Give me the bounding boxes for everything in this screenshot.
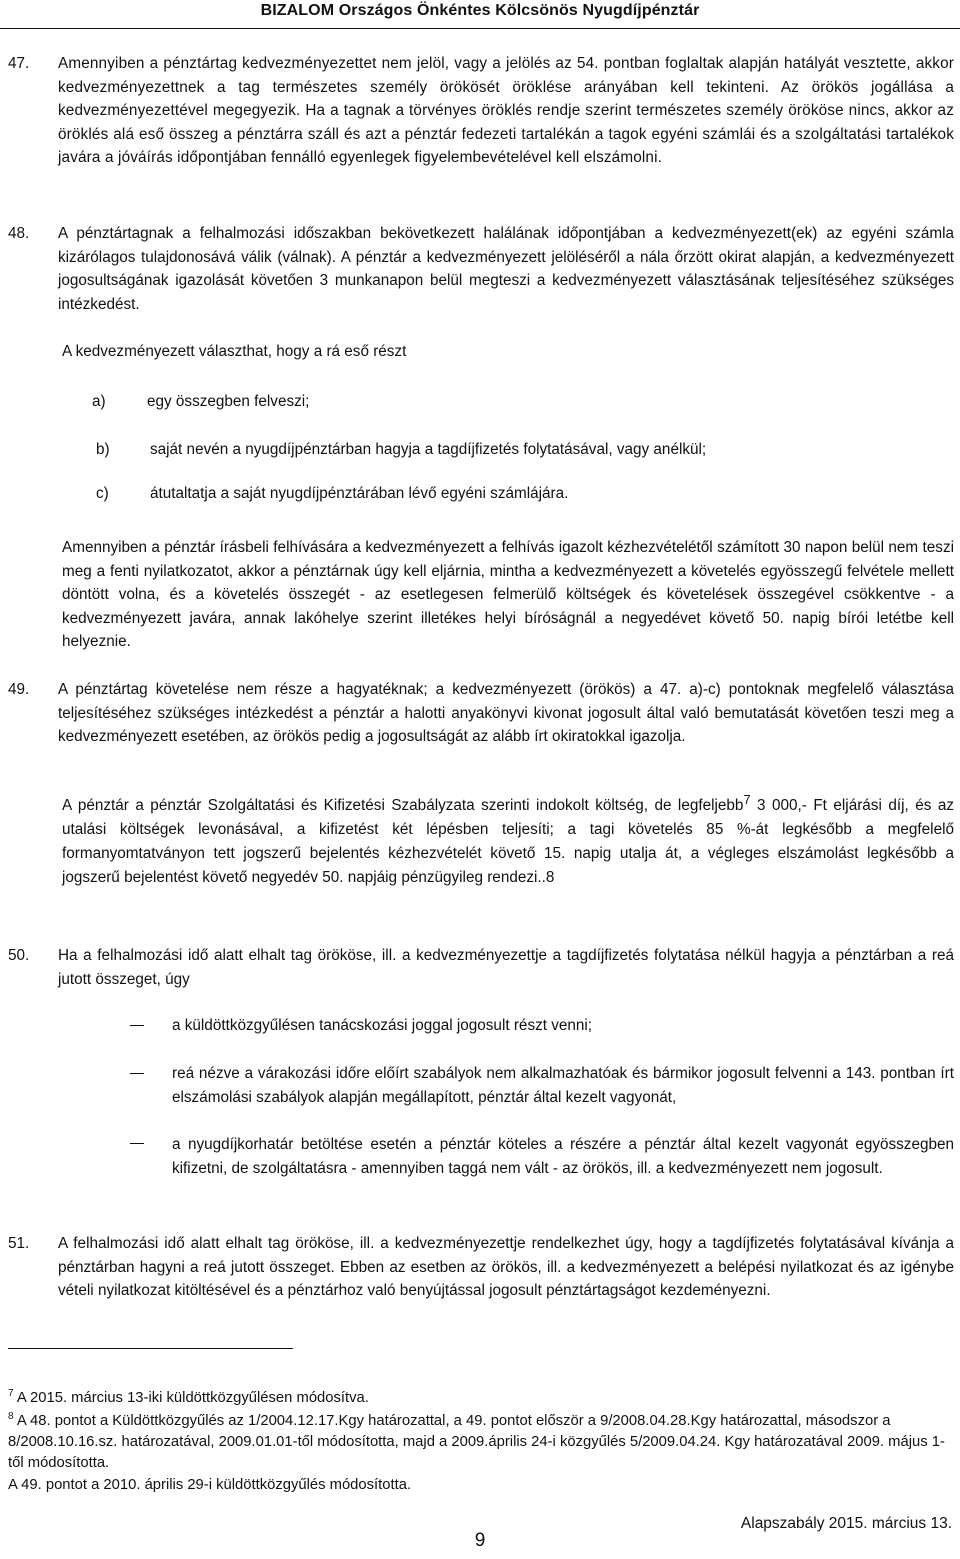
section-49-second-paragraph: A pénztár a pénztár Szolgáltatási és Kifizetési Szabályzata szerinti indokolt költség, de legfeljebb$^7$ 3 000,- Ft eljárási díj, és az utalási költségek levonásával, a kifizetést két lépésben teljesíti; a tagi követelés 85 %-át legkésőbb a megfelelő formanyomtatványon tett jogszerű bejelentés kézhezvételét követő 15. napig utalja át, a végleges elszámolást legkésőbb a jogszerű bejelentést követő negyedév 50. napjáig pénzügyileg rendezi..8 <box>62 792 954 887</box>
section-51-text: A felhalmozási idő alatt elhalt tag örököse, ill. a kedvezményezettje rendelkezhet úgy, hogy a tagdíjfizetés folytatásával kívánja a pénztárban hagyni a reá jutott összeget. Ebben az esetben az örökös, ill. a kedvezményezett a belépési nyilatkozat és az igénybe vételi nyilatkozat kitöltésével és a pénztárhoz való benyújtással jogosult pénztártagságot kezdeményezni. <box>58 1235 954 1300</box>
section-49-text: A pénztártag követelése nem része a hagyatéknak; a kedvezményezett (örökös) a 47. a)-c) pontoknak megfelelő választása teljesítéséhez szükséges intézkedést a pénztár a halotti anyakönyvi kivonat jogosult által való bemutatását követően teszi meg a kedvezményezett esetében, az örökös pedig a jogosultságát az alább írt okiratokkal igazolja. <box>58 681 954 746</box>
option-a-label: a) <box>92 393 106 410</box>
footnote-ref-7: 7 <box>743 792 751 807</box>
section-48-number: 48. <box>8 225 30 242</box>
page-number: 9 <box>474 1530 486 1551</box>
section-48-choice-intro: A kedvezményezett választhat, hogy a rá eső részt <box>62 343 407 360</box>
section-51-number: 51. <box>8 1235 30 1252</box>
bullet-dash <box>130 1025 144 1026</box>
footnote-8: $^8$ A 48. pontot a Küldöttközgyűlés az 1/2004.12.17.Kgy határozattal, a 49. pontot először a 9/2008.04.28.Kgy határozattal, másodszor a 8/2008.10.16.sz. határozatával, 2009.01.01-től módosította, majd a 2009.április 24-i közgyűlés 5/2009.04.24. Kgy határozatával 2009. május 1-től módosította. <box>8 1411 945 1471</box>
section-48-closing: Amennyiben a pénztár írásbeli felhívására a kedvezményezett a felhívás igazolt kézhezvételétől számított 30 napon belül nem teszi meg a fenti nyilatkozatot, akkor a pénztárnak úgy kell eljárnia, mintha a kedvezményezett a követelés egyösszegű felvétele mellett döntött volna, és a követelés összegét - az esetlegesen felmerülő költségek és követelések összegével csökkentve - a kedvezményezett javára, annak lakóhelye szerint illetékes helyi bíróságnál a negyedévet követő 50. napig bírói letétbe kell helyeznie. <box>62 539 954 651</box>
section-50-bullet-1: a küldöttközgyűlésen tanácskozási joggal jogosult részt venni; <box>172 1017 593 1034</box>
option-c-label: c) <box>96 485 109 502</box>
document-header-title: BIZALOM Országos Önkéntes Kölcsönös Nyugdíjpénztár <box>260 2 700 19</box>
section-50-text: Ha a felhalmozási idő alatt elhalt tag örököse, ill. a kedvezményezettje a tagdíjfizetés folytatása nélkül hagyja a pénztárban a reá jutott összeget, úgy <box>58 947 954 988</box>
statute-date: Alapszabály 2015. március 13. <box>740 1515 952 1532</box>
section-49-number: 49. <box>8 681 30 698</box>
footnote-extra: A 49. pontot a 2010. április 29-i küldöttközgyűlés módosította. <box>8 1477 412 1493</box>
bullet-dash <box>130 1143 144 1144</box>
section-47-number: 47. <box>8 55 30 72</box>
section-47-text: Amennyiben a pénztártag kedvezményezettet nem jelöl, vagy a jelölés az 54. pontban foglaltak alapján hatályát vesztette, akkor kedvezményezettnek a tag természetes személy örökösét öröklése arányában kell tekinteni. Az örökös jogállása a kedvezményezettével megegyezik. Ha a tagnak a törvényes öröklés rendje szerint természetes személy örököse nincs, akkor az öröklés alá eső összeg a pénztárra száll és azt a pénztár fedezeti tartalékán a tagok egyéni számlái és a szolgáltatási tartalékok javára a jóváírás időpontjában fennálló egyenlegek figyelembevételével kell elszámolni. <box>58 55 954 167</box>
option-b-text: saját nevén a nyugdíjpénztárban hagyja a tagdíjfizetés folytatásával, vagy anélkül; <box>150 441 707 458</box>
option-b-label: b) <box>96 441 110 458</box>
bullet-dash <box>130 1073 144 1074</box>
section-50-number: 50. <box>8 947 30 964</box>
option-c-text: átutaltatja a saját nyugdíjpénztárában lévő egyéni számlájára. <box>150 485 569 502</box>
section-48-text: A pénztártagnak a felhalmozási időszakban bekövetkezett halálának időpontjában a kedvezményezett(ek) az egyéni számla kizárólagos tulajdonosává válik (válnak). A pénztár a kedvezményezett jelöléséről a nála őrzött okirat alapján, a kedvezményezett jogosultságának igazolását követően 3 munkanapon belül megteszi a kedvezményezett választásának teljesítéséhez szükséges intézkedést. <box>58 225 954 313</box>
option-a-text: egy összegben felveszi; <box>147 393 310 410</box>
footnote-separator <box>8 1348 293 1349</box>
section-50-bullet-2: reá nézve a várakozási időre előírt szabályok nem alkalmazhatóak és bármikor jogosult felvenni a 143. pontban írt elszámolási szabályok alapján megállapított, pénztár által kezelt vagyonát, <box>172 1065 954 1106</box>
header-divider <box>0 28 960 29</box>
section-50-bullet-3: a nyugdíjkorhatár betöltése esetén a pénztár köteles a részére a pénztár által kezelt vagyonát egyösszegben kifizetni, de szolgáltatásra - amennyiben taggá nem vált - az örökös, ill. a kedvezményezett nem jogosult. <box>172 1136 954 1177</box>
footnote-7: $^7$ A 2015. március 13-iki küldöttközgyűlésen módosítva. <box>8 1388 369 1406</box>
